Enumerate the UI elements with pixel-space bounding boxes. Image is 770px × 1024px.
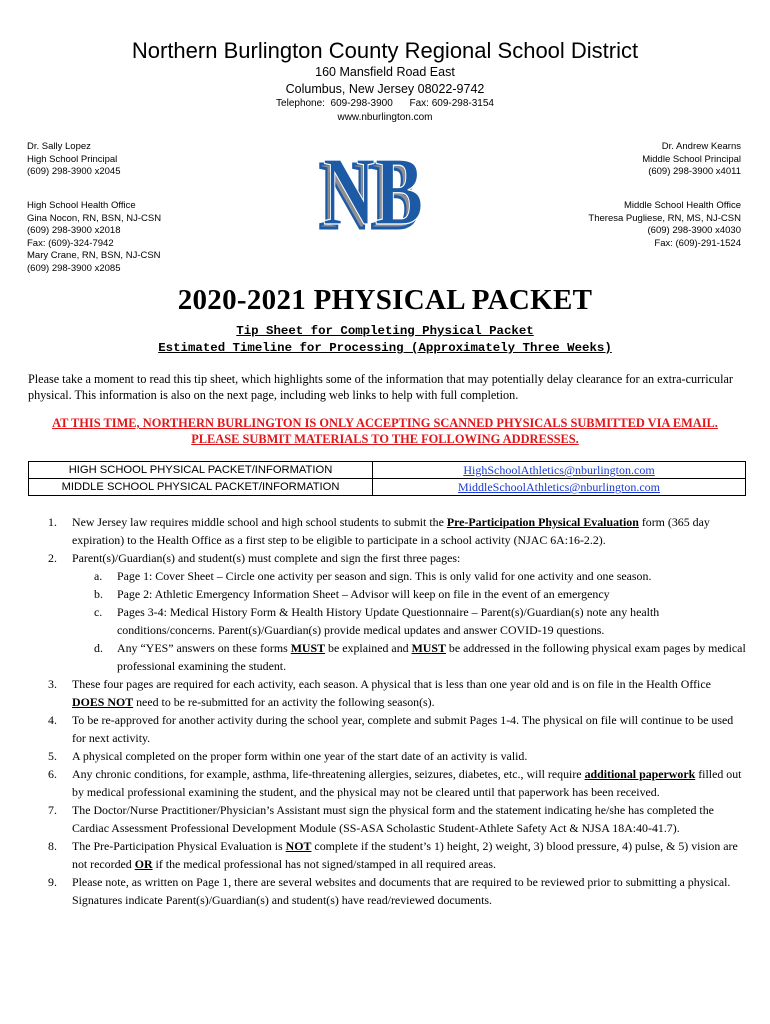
hs-health-office-contact: [27, 200, 161, 276]
hs-nurse-1-name: Gina Nocon, RN, BSN, NJ-CSN: [27, 212, 162, 224]
list-item: [0, 675, 770, 711]
item-number: 7.: [48, 803, 57, 817]
ms-packet-label: MIDDLE SCHOOL PHYSICAL PACKET/INFORMATION: [29, 479, 373, 496]
sub-item-text: Any “YES” answers on these forms: [117, 641, 291, 655]
list-item: [0, 837, 770, 873]
item-number: 3.: [48, 677, 57, 691]
sub-item-letter: b.: [94, 587, 103, 601]
item-text: To be re-approved for another activity during the school year, complete and submit Pages 1-4. The physical on file will continue to be used for next activity.: [72, 713, 734, 745]
hs-athletics-email-link[interactable]: HighSchoolAthletics@nburlington.com: [373, 462, 746, 479]
ms-nurse-name: Theresa Pugliese, RN, MS, NJ-CSN: [588, 212, 741, 224]
document-title: 2020-2021 PHYSICAL PACKET: [177, 284, 593, 316]
hs-health-office-title: High School Health Office: [27, 200, 136, 211]
sub-list-item: [0, 639, 770, 675]
district-name: Northern Burlington County Regional School District: [131, 38, 639, 63]
list-item: [0, 873, 770, 909]
submission-addresses-table: [28, 461, 746, 496]
item-text: Any chronic conditions, for example, asthma, life-threatening allergies, seizures, diabetes, etc., will require: [72, 767, 585, 781]
item-text: The Pre-Participation Physical Evaluation is: [72, 839, 286, 853]
timeline-heading: [0, 341, 770, 355]
item-text: need to be re-submitted for an activity the following season(s).: [133, 695, 435, 709]
ms-health-fax: Fax: (609)-291-1524: [654, 237, 741, 249]
sub-item-text: be addressed in the following physical exam pages by medical professional examining the student.: [117, 641, 746, 673]
logo-n-front: NB: [323, 140, 423, 244]
sub-list-item: [0, 603, 770, 639]
sub-item-emphasis: MUST: [411, 641, 446, 655]
sub-list-item: [0, 585, 770, 603]
ms-nurse-phone: (609) 298-3900 x4030: [647, 225, 741, 237]
ms-principal-title: Middle School Principal: [642, 153, 741, 165]
tip-sheet-heading: [0, 324, 770, 338]
hs-health-fax: Fax: (609)-324-7942: [27, 237, 114, 249]
website: www.nburlington.com: [337, 112, 433, 123]
sub-item-letter: a.: [94, 569, 103, 583]
item-text: The Doctor/Nurse Practitioner/Physician’s Assistant must sign the physical form and the statement indicating he/she has completed the Cardiac Assessment Professional Development Module (SS-ASA Scholastic Student-Athlete Safety Act & NJSA 18A:40-41.7).: [72, 803, 714, 835]
item-text: New Jersey law requires middle school and high school students to submit the: [72, 515, 447, 529]
item-emphasis: additional paperwork: [584, 767, 696, 781]
item-text: if the medical professional has not signed/stamped in all required areas.: [152, 857, 496, 871]
list-item: [0, 801, 770, 837]
list-item: [0, 513, 770, 549]
ms-principal-phone: (609) 298-3900 x4011: [648, 166, 741, 178]
item-text: form (365 day expiration) to the Health Office as a first step to be eligible to participate in a school activity (NJAC 6A:16-2.2).: [72, 515, 710, 547]
sub-item-letter: c.: [94, 605, 103, 619]
table-row: [29, 479, 746, 496]
ms-health-office-title: Middle School Health Office: [623, 200, 741, 211]
email-submission-notice: AT THIS TIME, NORTHERN BURLINGTON IS ONLY ACCEPTING SCANNED PHYSICALS SUBMITTED VIA EMAIL. PLEASE SUBMIT MATERIALS TO THE FOLLOWING ADDRESSES.: [52, 416, 718, 446]
hs-principal-name: Dr. Sally Lopez: [27, 141, 91, 152]
list-item: [0, 765, 770, 801]
item-text: filled out by medical professional examining the student, and the physical may not be cleared until that paperwork has been received.: [72, 767, 742, 799]
ms-principal-name: Dr. Andrew Kearns: [661, 141, 741, 152]
hs-nurse-1-phone: (609) 298-3900 x2018: [27, 225, 121, 237]
item-text: complete if the student’s 1) height, 2) weight, 3) blood pressure, 4) pulse, & 5) vision are not recorded: [72, 839, 738, 871]
hs-principal-title: High School Principal: [27, 153, 118, 165]
sub-item-text: Pages 3-4: Medical History Form & Health History Update Questionnaire – Parent(s)/Guardian(s) note any health conditions/concerns. Parent(s)/Guardian(s) provide medical updates and answer COVID-19 questions.: [117, 605, 660, 637]
address-line-1: 160 Mansfield Road East: [315, 65, 455, 79]
sub-item-text: be explained and: [325, 641, 412, 655]
ms-principal-contact: [642, 141, 741, 179]
item-text: A physical completed on the proper form within one year of the start date of an activity is valid.: [72, 749, 528, 763]
sub-item-text: Page 2: Athletic Emergency Information Sheet – Advisor will keep on file in the event of an emergency: [117, 587, 610, 601]
item-number: 1.: [48, 515, 57, 529]
item-text: These four pages are required for each activity, each season. A physical that is less than one year old and is on file in the Health Office: [72, 677, 711, 691]
telephone-fax: Telephone: 609-298-3900 Fax: 609-298-3154: [276, 98, 494, 109]
ms-athletics-email-link[interactable]: MiddleSchoolAthletics@nburlington.com: [373, 479, 746, 496]
hs-nurse-2-name: Mary Crane, RN, BSN, NJ-CSN: [27, 250, 161, 262]
ms-health-office-contact: [588, 200, 741, 250]
intro-paragraph: Please take a moment to read this tip sheet, which highlights some of the information that may potentially delay clearance for an extra-curricular physical. This information is also on the next page, including web links to help with full completion.: [28, 372, 733, 402]
timeline-heading-text: Estimated Timeline for Processing (Approximately Three Weeks): [158, 341, 612, 355]
item-number: 9.: [48, 875, 57, 889]
logo-n-shadow: NB: [319, 142, 419, 244]
nb-logo: [316, 140, 426, 244]
hs-nurse-2-phone: (609) 298-3900 x2085: [27, 262, 121, 274]
hs-principal-phone: (609) 298-3900 x2045: [27, 166, 121, 178]
list-item: [0, 549, 770, 567]
item-number: 4.: [48, 713, 57, 727]
list-item: [0, 711, 770, 747]
hs-principal-contact: [27, 141, 121, 179]
tip-sheet-heading-text: Tip Sheet for Completing Physical Packet: [236, 324, 534, 338]
item-number: 8.: [48, 839, 57, 853]
sub-item-emphasis: MUST: [290, 641, 326, 655]
item-number: 2.: [48, 551, 57, 565]
list-item: [0, 747, 770, 765]
item-emphasis: OR: [134, 857, 153, 871]
item-text: Please note, as written on Page 1, there are several websites and documents that are required to be reviewed prior to submitting a physical. Signatures indicate Parent(s)/Guardian(s) and student(s) have read/reviewed documents.: [72, 875, 731, 907]
sub-item-letter: d.: [94, 641, 103, 655]
item-emphasis: DOES NOT: [72, 695, 134, 709]
item-number: 6.: [48, 767, 57, 781]
table-row: [29, 462, 746, 479]
hs-packet-label: HIGH SCHOOL PHYSICAL PACKET/INFORMATION: [29, 462, 373, 479]
item-emphasis: NOT: [285, 839, 312, 853]
address-line-2: Columbus, New Jersey 08022-9742: [285, 82, 485, 96]
sub-list-item: [0, 567, 770, 585]
item-text: Parent(s)/Guardian(s) and student(s) must complete and sign the first three pages:: [72, 551, 461, 565]
item-number: 5.: [48, 749, 57, 763]
sub-item-text: Page 1: Cover Sheet – Circle one activity per season and sign. This is only valid for one activity and one season.: [117, 569, 652, 583]
tips-list: [0, 513, 770, 909]
item-emphasis: Pre-Participation Physical Evaluation: [446, 515, 639, 529]
